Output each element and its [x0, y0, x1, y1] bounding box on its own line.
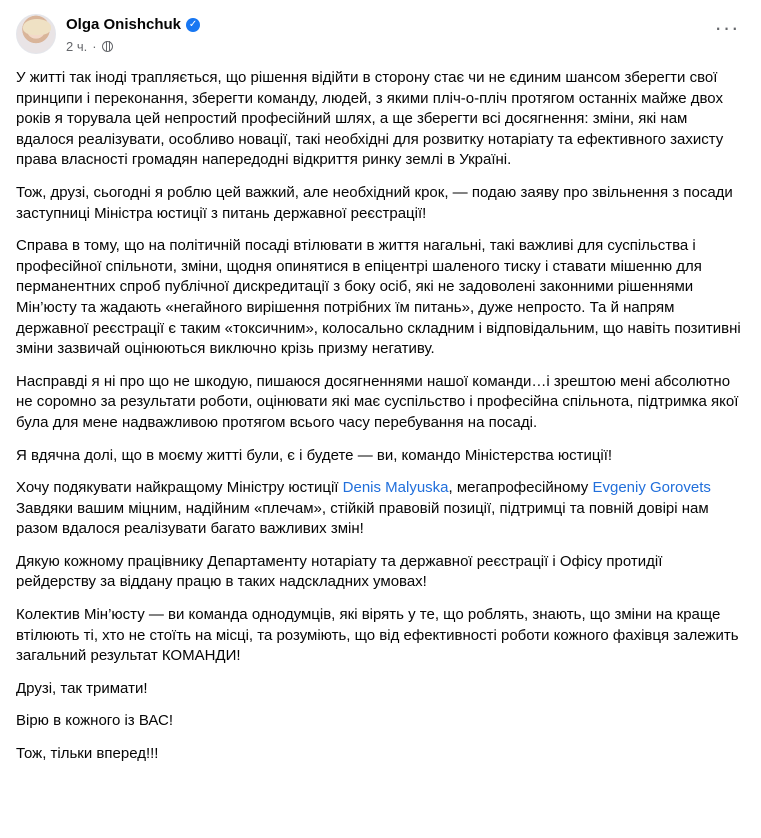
post-paragraph-3: Справа в тому, що на політичній посаді втілювати в життя нагальні, такі важливі для суспільства і професійної спільноти, зміни, щодня опинятися в епіцентрі шаленого тиску і ставати мішенню для перманентних спроб публічної дискредитації з боку осіб, які не задоволені законними рішеннями Мін’юсту та жадають «негайного вирішення потрібних їм питань», дуже непросто. Та й напрям державної реєстрації є таким «токсичним», колосально складним і відповідальним, що навіть позитивні зміни зазвичай оцінюються виключно крізь призму негативу. [16, 237, 741, 358]
globe-icon[interactable] [102, 41, 113, 52]
paragraph-6-text-a: Хочу подякувати найкращому Міністру юстиції [16, 479, 343, 497]
post-paragraph-8: Колектив Мін’юсту — ви команда однодумців, які вірять у те, що роблять, знають, що зміни на краще втілюють ті, хто не стоїть на місці, та розуміють, що від ефективності роботи кожного фахівця залежить загальний результат КОМАНДИ! [16, 606, 739, 665]
mention-link-denis-malyuska[interactable]: Denis Malyuska [342, 479, 449, 497]
post-paragraph-9: Друзі, так тримати! [16, 679, 148, 697]
post-paragraph-11: Тож, тільки вперед!!! [16, 745, 159, 763]
post-paragraph-5: Я вдячна долі, що в моєму житті були, є і будете — ви, командо Міністерства юстиції! [16, 446, 613, 464]
post-paragraph-2: Тож, друзі, сьогодні я роблю цей важкий, але необхідний крок, — подаю заяву про звільнення з посади заступниці Міністра юстиції з питань державної реєстрації! [16, 183, 733, 222]
separator-dot: · [92, 38, 97, 54]
post-subline [66, 39, 200, 54]
mention-link-evgeniy-gorovets[interactable]: Evgeniy Gorovets [592, 479, 711, 497]
post-header [16, 10, 200, 58]
verified-badge-icon: ✓ [186, 18, 200, 32]
post-paragraph-10: Вірю в кожного із ВАС! [16, 712, 174, 730]
paragraph-6-text-c: Завдяки вашим міцним, надійним «плечам», стійкій правовій позиції, підтримці та повній довірі нам разом вдалося реалізувати багато важливих змін! [16, 499, 709, 538]
author-name[interactable]: Olga Onishchuk [66, 16, 182, 33]
paragraph-6-text-b: , мегапрофесійному [448, 479, 593, 497]
post-paragraph-1: У житті так іноді трапляється, що рішення відійти в сторону стає чи не єдиним шансом зберегти свої принципи і переконання, зберегти команду, людей, з якими пліч-о-пліч протягом останніх майже двох років я торувала цей непростий професійний шлях, а ще зберегти всі досягнення: зміни, які нам вдалося реалізувати, особливо новації, такі необхідні для розвитку нотаріату та ефективного захисту права власності громадян напередодні відкриття ринку землі в Україні. [16, 69, 724, 169]
post-timestamp[interactable]: 2 ч. [66, 38, 88, 54]
post-paragraph-6 [16, 478, 745, 540]
more-options-icon[interactable]: ··· [714, 15, 740, 40]
author-row [66, 15, 200, 35]
post-paragraph-7: Дякую кожному працівнику Департаменту нотаріату та державної реєстрації і Офісу протидії рейдерству за віддану працю в таких надскладних умовах! [16, 552, 663, 591]
post-body [16, 68, 745, 777]
author-avatar[interactable] [16, 14, 56, 54]
post-paragraph-4: Насправді я ні про що не шкодую, пишаюся досягненнями нашої команди…і зрештою мені абсолютно не соромно за результати роботи, оцінювати які має суспільство і професійна спільнота, підтримка якої була для мене надважливою протягом всього часу перебування на посаді. [16, 372, 739, 431]
post-meta [66, 15, 200, 54]
